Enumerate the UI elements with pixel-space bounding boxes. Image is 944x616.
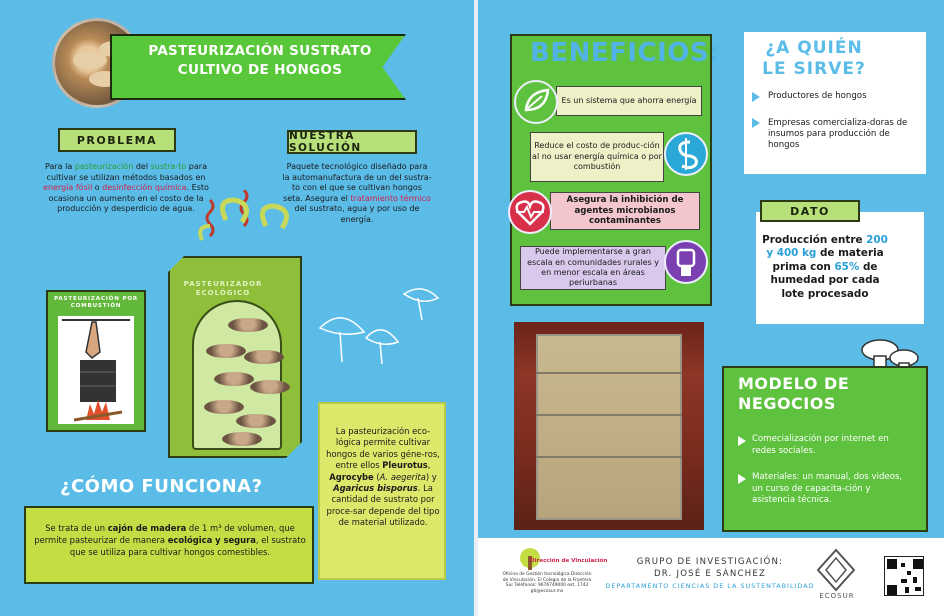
department: DEPARTAMENTO CIENCIAS DE LA SUSTENTABILIDAD: [605, 582, 815, 590]
problema-label: PROBLEMA: [58, 128, 176, 152]
eco-segment: Pleurotus: [382, 460, 428, 471]
funciona-segment: Se trata de un: [45, 523, 108, 533]
vinculacion-title: Dirección de Vinculación: [530, 558, 608, 564]
title-line-2: CULTIVO DE HONGOS: [177, 62, 343, 78]
pasteurizer-label: PASTEURIZADOR ECOLÓGICO: [183, 280, 263, 297]
wooden-box-photo: [536, 334, 682, 520]
barrel-fire-icon: [58, 316, 134, 424]
funciona-segment: cajón de madera: [107, 523, 187, 533]
heartbeat-icon: [508, 190, 552, 234]
eco-text: [326, 426, 440, 529]
mushroom-shelf-icon: [222, 432, 262, 446]
problema-segment: del: [133, 162, 151, 171]
group-line-2: DR. JOSÉ E SÁNCHEZ: [653, 569, 767, 579]
problema-segment: . Esto ocasiona un aumento en el costo de la producción y desperdicio de agua.: [48, 183, 209, 214]
mushroom-shelf-icon: [204, 400, 244, 414]
beneficio-item: Es un sistema que ahorra energía: [556, 86, 702, 116]
solucion-segment: tratamiento térmico: [350, 193, 431, 203]
problema-segment: o: [92, 183, 103, 193]
dato-segment: de humedad por cada lote procesado: [770, 260, 880, 300]
page-title: [140, 42, 380, 80]
arrow-icon: [752, 118, 760, 128]
eco-segment: La pasteurización eco-lógica permite cultivar hongos de varios géne-ros, entre ellos: [326, 426, 440, 471]
modelo-item: Materiales: un manual, dos videos, un curso de capacita-ción y asistencia técnica.: [752, 472, 903, 506]
quien-title-line-2: LE SIRVE?: [762, 59, 866, 79]
vinculacion-text: Oficina de Gestión tecnológica Dirección de Vinculación. El Colegio de la Frontera Sur Teléfonos: 9676749000 ext. 1743 gti@ecosur.mx: [502, 572, 592, 594]
leaf-icon: [514, 80, 558, 124]
fist-icon: [664, 240, 708, 284]
funciona-segment: , el sustrato que se utiliza para cultivar hongos comestibles.: [69, 535, 306, 557]
group-line-1: GRUPO DE INVESTIGACIÓN:: [636, 557, 784, 567]
problema-segment: desinfección química: [102, 183, 187, 193]
quien-item: Productores de hongos: [768, 91, 867, 101]
problema-segment: energía fósil: [43, 183, 93, 193]
dato-segment: 200 y 400 kg: [766, 234, 888, 260]
problema-segment: to: [178, 162, 187, 171]
mushroom-shelf-icon: [214, 372, 254, 386]
modelo-item: Comecialización por internet en redes sociales.: [752, 434, 889, 456]
problema-segment: sustra-: [150, 162, 179, 171]
eco-segment: Agaricus bisporus: [333, 483, 418, 494]
modelo-title-line-2: NEGOCIOS: [738, 394, 836, 413]
quien-title-line-1: ¿A QUIÉN: [765, 38, 863, 58]
arrow-icon: [738, 436, 746, 446]
beneficios-title: BENEFICIOS:: [530, 38, 721, 68]
dato-text: [760, 234, 890, 301]
funciona-text: [32, 522, 308, 558]
dato-label: DATO: [760, 200, 860, 222]
mushroom-shelf-icon: [228, 318, 268, 332]
funciona-segment: ecológica y segura: [167, 535, 256, 545]
problema-segment: Para la: [45, 162, 75, 171]
solucion-segment: del sustrato,: [294, 204, 348, 214]
quien-title: [744, 38, 884, 80]
solucion-segment: del sustra-: [386, 172, 432, 182]
problema-text: [38, 162, 214, 215]
money-icon: [664, 132, 708, 176]
eco-segment: ) y: [425, 471, 437, 482]
photo-divider: [536, 372, 682, 374]
solucion-segment: uso de energía.: [340, 204, 420, 224]
qr-code[interactable]: [884, 556, 924, 596]
modelo-title: [738, 374, 849, 414]
funciona-title: ¿CÓMO FUNCIONA?: [60, 476, 263, 497]
problema-segment: se utilizan métodos basados en: [76, 172, 206, 182]
dato-segment: Producción entre: [762, 234, 867, 246]
dato-segment: 65%: [834, 260, 860, 273]
modelo-title-line-1: MODELO DE: [738, 374, 850, 393]
ecosur-logo: [816, 548, 856, 592]
eco-segment: (: [373, 471, 380, 482]
eco-segment: Agrocybe: [329, 471, 374, 482]
eco-segment: ,: [427, 460, 431, 471]
beneficio-item: Reduce el costo de produc-ción al no usar energía química o por combustión: [530, 132, 664, 182]
mushroom-shelf-icon: [206, 344, 246, 358]
solucion-segment: por: [376, 204, 391, 214]
beneficio-item: Puede implementarse a gran escala en comunidades rurales y en menor escala en áreas periurbanas: [520, 246, 666, 290]
arrow-icon: [738, 474, 746, 484]
photo-divider: [536, 456, 682, 458]
photo-divider: [536, 414, 682, 416]
footer-group: [600, 556, 820, 592]
dato-segment: de materia prima con: [772, 247, 884, 273]
title-line-1: PASTEURIZACIÓN SUSTRATO: [148, 43, 372, 59]
mushroom-shelf-icon: [236, 414, 276, 428]
mushroom-shelf-icon: [244, 350, 284, 364]
mushroom-outline-icon: [300, 282, 440, 368]
heat-waves-icon: [196, 190, 296, 260]
mushroom-shelf-icon: [250, 380, 290, 394]
problema-segment: pasteurización: [74, 162, 134, 171]
combustion-scene: [58, 316, 134, 424]
eco-segment: A. aegerita: [379, 471, 426, 482]
solucion-segment: Paquete tecnológico diseñado para la automanufactura de un: [282, 162, 428, 182]
combustion-label: PASTEURIZACIÓN POR COMBUSTIÓN: [53, 296, 139, 309]
funciona-segment: de 1 m³ de volumen, que permite pasteurizar de manera: [34, 523, 295, 545]
problema-segment: para cultivar: [46, 162, 207, 182]
beneficio-item: Asegura la inhibición de agentes microbianos contaminantes: [550, 192, 700, 230]
eco-segment: . La cantidad de sustrato por proce-sar depende del tipo de material utilizado.: [326, 483, 440, 528]
arrow-icon: [752, 92, 760, 102]
quien-item: Empresas comercializa-doras de insumos para producción de hongos: [768, 118, 908, 150]
solucion-segment: agua y: [347, 204, 377, 214]
solucion-segment: to con el que se cultivan hongos seta. Asegura el: [283, 183, 422, 203]
solucion-text: [282, 162, 432, 226]
ecosur-text: ECOSUR: [819, 592, 855, 600]
solucion-label: NUESTRA SOLUCIÓN: [287, 130, 417, 154]
